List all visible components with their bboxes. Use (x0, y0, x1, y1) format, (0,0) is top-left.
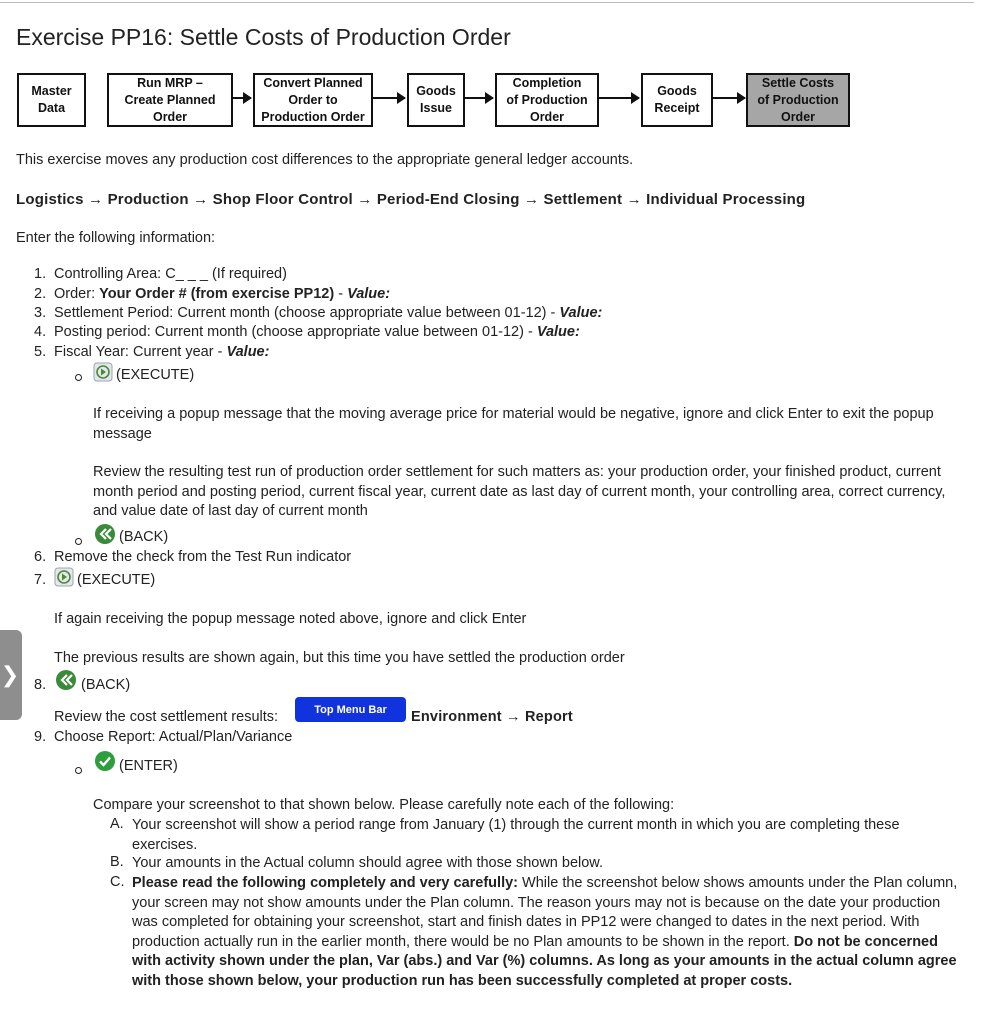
chevron-right-icon: ❯ (0, 662, 20, 687)
list-letter: B. (110, 854, 124, 870)
step-number: 4. (34, 324, 47, 340)
note-c: Please read the following completely and very carefully: While the screenshot below shows amounts under the Plan column, your screen may not show amounts under the Plan column. The reason yours may not is because on the date your production was completed for obtaining your screenshot, start and finish dates in PP12 were changed to dates in the next period. With production actually run in the earlier month, there would be no Plan amounts to be shown in the report. Do not be concerned with activity shown under the plan, Var (abs.) and Var (%) columns. As long as your amounts in the actual column agree with those shown below, your production run has been successfully completed at proper costs. (132, 875, 958, 989)
flow-step-settle-costs: Settle Costs of Production Order (746, 73, 850, 127)
review-settlement-label: Review the cost settlement results: (54, 709, 279, 725)
bullet (75, 538, 82, 545)
flow-step-goods-receipt: Goods Receipt (641, 73, 713, 127)
settled-note: The previous results are shown again, but this time you have settled the production order (54, 650, 625, 666)
step-9-text: Choose Report: Actual/Plan/Variance (54, 729, 293, 745)
step-number: 6. (34, 549, 47, 565)
step-number: 8. (34, 677, 47, 693)
value-label: Value: (536, 324, 580, 340)
review-test-run-note: Review the resulting test run of production order settlement for such matters as: your production order, your finished product, current month period and posting period, current fiscal year, current date as last day of current month, your controlling area, correct currency, and value date of last day of current month (93, 464, 946, 519)
step-7-text: (EXECUTE) (77, 572, 156, 588)
execute-icon (54, 567, 74, 587)
step-4-text: Posting period: Current month (choose appropriate value between 01-12) - Value: (54, 324, 580, 340)
top-menu-bar-button[interactable]: Top Menu Bar (295, 697, 406, 722)
step-8-text: (BACK) (81, 677, 131, 693)
note-c-emphasis: Do not be concerned with activity shown under the plan, Var (abs.) and Var (%) columns. As long as your amounts in the actual column agree with those shown below, your production run has been successfully completed at proper costs. (132, 933, 957, 989)
intro-text: This exercise moves any production cost differences to the appropriate general ledger accounts. (16, 152, 634, 168)
flow-arrow (373, 97, 405, 99)
note-a: Your screenshot will show a period range from January (1) through the current month in which you are completing these exercises. (132, 817, 900, 853)
flow-step-goods-issue: Goods Issue (407, 73, 465, 127)
flow-step-master-data: Master Data (17, 73, 86, 127)
flow-step-run-mrp: Run MRP – Create Planned Order (107, 73, 233, 127)
enter-info-text: Enter the following information: (16, 230, 216, 246)
flow-arrow (599, 97, 639, 99)
step-3-text: Settlement Period: Current month (choose appropriate value between 01-12) - Value: (54, 305, 603, 321)
top-divider (0, 2, 974, 3)
report-path: Environment → Report (411, 709, 573, 725)
popup-again-note: If again receiving the popup message noted above, ignore and click Enter (54, 611, 527, 627)
execute-icon (93, 362, 113, 382)
note-b: Your amounts in the Actual column should agree with those shown below. (132, 855, 604, 871)
step-2-text: Order: Your Order # (from exercise PP12) - Value: (54, 286, 391, 302)
flow-arrow (465, 97, 493, 99)
flow-arrow (233, 97, 251, 99)
flow-arrow (713, 97, 745, 99)
bullet (75, 374, 82, 381)
step-number: 2. (34, 286, 47, 302)
flow-step-convert-planned-order: Convert Planned Order to Production Order (253, 73, 373, 127)
back-icon (55, 669, 77, 691)
step-number: 1. (34, 266, 47, 282)
step-number: 7. (34, 572, 47, 588)
value-label: Value: (559, 305, 603, 321)
step-5-text: Fiscal Year: Current year - Value: (54, 344, 270, 360)
side-panel-toggle[interactable] (0, 630, 22, 720)
page-title: Exercise PP16: Settle Costs of Production Order (16, 24, 511, 50)
step-number: 3. (34, 305, 47, 321)
compare-intro: Compare your screenshot to that shown below. Please carefully note each of the following: (93, 797, 675, 813)
value-label: Value: (226, 344, 270, 360)
back-icon (94, 523, 116, 545)
flow-step-completion: Completion of Production Order (495, 73, 599, 127)
popup-note: If receiving a popup message that the moving average price for material would be negative, ignore and click Enter to exit the popup message (93, 406, 934, 442)
bullet (75, 767, 82, 774)
list-letter: C. (110, 874, 125, 890)
menu-path: Logistics → Production → Shop Floor Control → Period-End Closing → Settlement → Individual Processing (16, 191, 806, 208)
step-1-text: Controlling Area: C_ _ _ (If required) (54, 266, 287, 282)
value-label: Value: (347, 286, 391, 302)
step-6-text: Remove the check from the Test Run indicator (54, 549, 352, 565)
note-c-heading: Please read the following completely and very carefully: (132, 875, 518, 891)
execute-label: (EXECUTE) (116, 367, 195, 383)
enter-label: (ENTER) (119, 758, 178, 774)
step-number: 9. (34, 729, 47, 745)
step-2-order-label: Your Order # (from exercise PP12) (99, 286, 335, 302)
list-letter: A. (110, 816, 124, 832)
step-number: 5. (34, 344, 47, 360)
enter-check-icon (94, 750, 116, 772)
back-label: (BACK) (119, 529, 169, 545)
